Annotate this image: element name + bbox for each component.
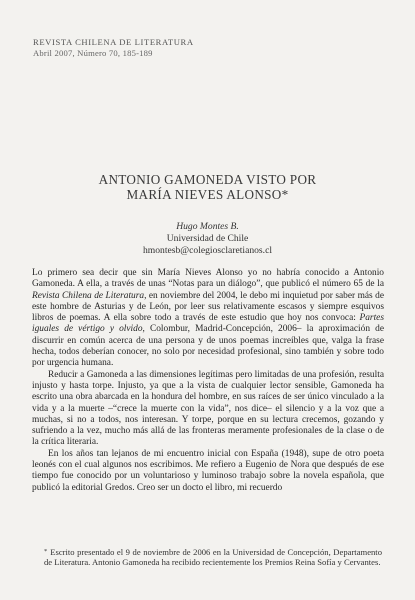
footnote-mark: * (44, 548, 48, 555)
title-line-2: MARÍA NIEVES ALONSO* (126, 187, 289, 202)
author-email: hmontesb@colegiosclaretianos.cl (143, 245, 272, 256)
p1-book-title: Partes iguales de vértigo y olvido (32, 313, 384, 335)
author-affiliation: Universidad de Chile (166, 233, 249, 244)
article-title (30, 172, 385, 202)
journal-name: REVISTA CHILENA DE LITERATURA (33, 37, 194, 47)
paragraph-1 (32, 268, 384, 370)
title-line-1: ANTONIO GAMONEDA VISTO POR (98, 172, 317, 187)
article-body (32, 268, 384, 494)
author-name: Hugo Montes B. (176, 221, 239, 232)
footnote-text: Escrito presentado el 9 de noviembre de 2006 en la Universidad de Concepción, Departamento de Literatura. Antonio Gamoneda ha recibido recientemente los Premios Reina Sofía y Cervantes. (44, 547, 382, 568)
paragraph-2: Reducir a Gamoneda a las dimensiones legítimas pero limitadas de una profesión, resulta injusto y hasta torpe. Injusto, ya que a la vista de cualquier lector sensible, Gamoneda ha escrito una obra abarcada en la hondura del hombre, en sus raíces de ser único vinculado a la vida y a la muerte –“crece la muerte con la vida”, nos dice– el silencio y a la voz que a muchas, si no a todos, nos interesan. Y torpe, porque en su lectura crecemos, gozando y sufriendo a la vez, mucho más allá de las fronteras meramente profesionales de la clase o de la crítica literaria. (32, 369, 384, 448)
p1-text-b: , en noviembre del 2004, le debo mi inquietud por saber más de este hombre de Asturias y de León, por leer sus relativamente escasos y siempre esquivos libros de poemas. A ella sobre todo a través de este estudio que hoy nos convoca: (32, 290, 384, 324)
p1-text-c: , Colombur, Madrid-Concepción, 2006– la aproximación de discurrir en común acerca de una persona y de unos poemas increíbles que, valga la frase hecha, todos deberían conocer, no solo por necesidad profesional, sino también y sobre todo por urgencia humana. (32, 324, 384, 369)
running-head (33, 37, 373, 59)
p1-journal-title: Revista Chilena de Literatura (32, 290, 145, 301)
author-block (30, 221, 385, 257)
p1-text-a: Lo primero sea decir que sin María Nieves Alonso yo no habría conocido a Antonio Gamoneda. A ella, a través de unas “Notas para un diálogo”, que publicó el número 65 de la (32, 268, 384, 290)
issue-info: Abril 2007, Número 70, 185-189 (33, 48, 153, 58)
paragraph-3: En los años tan lejanos de mi encuentro inicial con España (1948), supe de otro poeta leonés con el cual algunos nos escribimos. Me refiero a Eugenio de Nora que después de ese tiempo fue conocido por un voluntarioso y luminoso trabajo sobre la novela española, que publicó la editorial Gredos. Creo ser un docto el libro, mi recuerdo (32, 448, 384, 493)
footnote (44, 547, 382, 568)
